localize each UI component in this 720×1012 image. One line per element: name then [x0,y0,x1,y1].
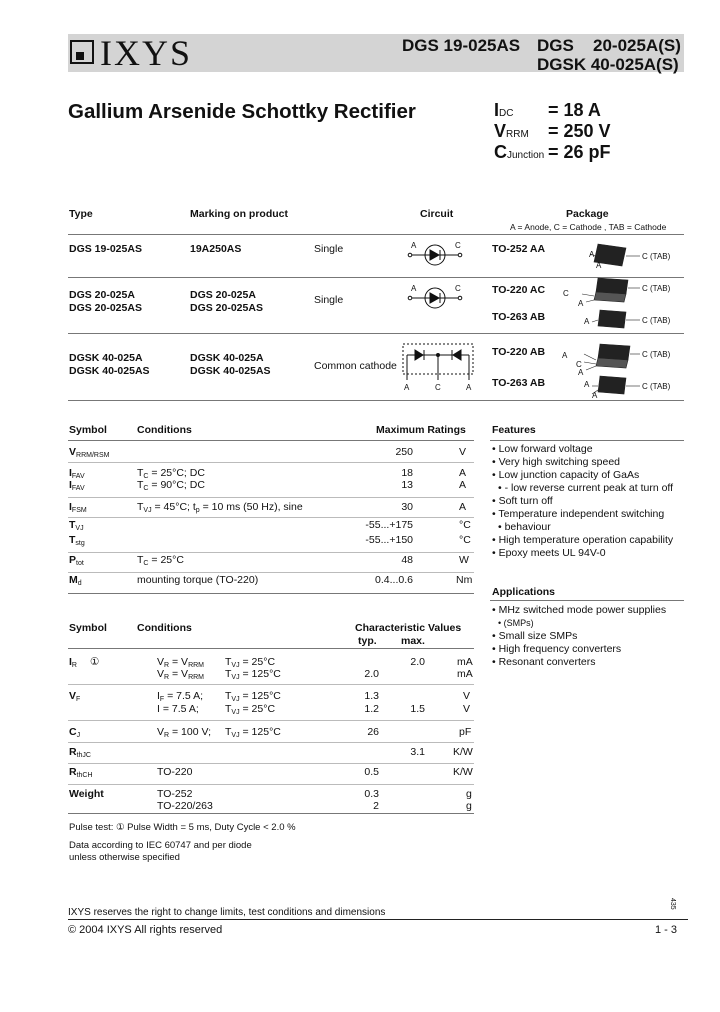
table-row: $R_{thJC}$ 3.1 K/W [69,746,473,759]
rights-note: IXYS reserves the right to change limits, test conditions and dimensions [68,907,386,918]
page-title: Gallium Arsenide Schottky Rectifier [68,100,416,123]
config-cell: Single [314,294,344,306]
table-row: Weight TO-252 0.3 g [69,788,472,800]
svg-text:C: C [576,360,582,369]
list-item: • (SMPs) [492,617,692,630]
pulse-note: Pulse test: ① Pulse Width = 5 ms, Duty Cycle < 2.0 % [69,822,296,833]
page-number: 1 - 3 [655,924,678,936]
features-title: Features [492,424,536,436]
list-item: • behaviour [492,521,692,534]
table-row: $T_{VJ}$ -55...+175 °C [69,519,471,532]
svg-text:A: A [578,368,584,377]
copyright: © 2004 IXYS All rights reserved [68,924,223,936]
package-cell: TO-263 AB [492,377,546,389]
table-row: $M_d$ mounting torque (TO-220) 0.4...0.6 Nm [69,574,473,587]
pin-label: C [455,284,461,293]
table-row: $I_{FSM}$ $T_{VJ} = 45^\circ C$; $t_p = 10$ ms (50 Hz), sine 30 A [69,501,467,514]
table-row: $I_{FAV}$ $T_C = 25^\circ C$; DC 18 A [69,467,467,480]
th-package: Package [566,208,609,220]
pin-label: C [435,383,441,392]
svg-text:A: A [592,391,598,400]
features-list [492,443,692,560]
max-ratings-table [69,446,474,590]
list-item: • MHz switched mode power supplies [492,604,692,617]
th-circuit: Circuit [420,208,454,220]
svg-text:A: A [578,299,584,308]
svg-text:C: C [563,289,569,298]
pin-label: A [411,241,417,250]
table-row: TO-220/263 2 g [157,800,472,812]
part-number-3: DGSK 40-025A(S) [537,55,679,74]
th-type: Type [69,208,93,220]
list-item: • Soft turn off [492,495,692,508]
type-cell: DGS 20-025A [69,289,135,301]
pin-label: C [455,241,461,250]
table-row: $I_R$ $V_R = V_{RRM}$ $T_{VJ} = 25^\circ C$ 2.0 mA [69,656,473,669]
package-note: A = Anode, C = Cathode , TAB = Cathode [510,222,667,232]
pin-label: A [411,284,417,293]
svg-text:A: A [584,317,590,326]
cv-th-conditions: Conditions [137,622,192,634]
cv-th-symbol: Symbol [69,622,107,634]
spec-row: IDC = 18 A [494,100,601,120]
list-item: • High temperature operation capability [492,534,692,547]
mr-th-symbol: Symbol [69,424,107,436]
pin-label: A [466,383,472,392]
list-item: • Low junction capacity of GaAs [492,469,692,482]
svg-text:A: A [562,351,568,360]
list-item: • High frequency converters [492,643,692,656]
cv-th-max: max. [401,635,425,647]
part-number-2b: 20-025A(S) [593,36,681,55]
circuit-diagrams [400,236,480,396]
table-row: $P_{tot}$ $T_C = 25^\circ C$ 48 W [69,554,469,567]
pin-label: A [404,383,410,392]
list-item: • Temperature independent switching [492,508,692,521]
list-item: • Resonant converters [492,656,692,669]
package-cell: TO-220 AC [492,284,546,296]
marking-cell: 19A250AS [190,243,242,255]
table-row: $V_F$ $I_F = 7.5$ A; $T_{VJ} = 125^\circ C$ 1.3 V [69,690,471,703]
svg-text:C (TAB): C (TAB) [642,252,671,261]
list-item: • - low reverse current peak at turn off [492,482,692,495]
table-row: $C_J$ $V_R = 100$ V; $T_{VJ} = 125^\circ C$ 26 pF [69,726,472,739]
svg-text:A: A [596,261,602,270]
type-cell: DGSK 40-025AS [69,365,150,377]
svg-text:C (TAB): C (TAB) [642,284,671,293]
cv-th-title: Characteristic Values [355,622,462,634]
svg-text:C (TAB): C (TAB) [642,316,671,325]
key-specs [494,100,694,163]
svg-text:A: A [584,380,590,389]
package-drawings [556,236,690,400]
spec-row: VRRM = 250 V [494,121,611,141]
mr-th-ratings: Maximum Ratings [376,424,466,436]
list-item: • Small size SMPs [492,630,692,643]
applications-title: Applications [492,586,556,598]
marking-cell: DGS 20-025AS [190,302,263,314]
config-cell: Single [314,243,344,255]
part-number-1: DGS 19-025AS [402,36,521,55]
svg-text:C (TAB): C (TAB) [642,382,671,391]
marking-cell: DGSK 40-025AS [190,365,271,377]
mr-th-conditions: Conditions [137,424,192,436]
table-row: $R_{thCH}$ TO-220 0.5 K/W [69,766,473,779]
svg-text:C (TAB): C (TAB) [642,350,671,359]
table-row: $V_{RRM/RSM}$ 250 V [69,446,467,459]
data-note-2: unless otherwise specified [69,852,180,863]
applications-list [492,604,692,669]
part-number-2a: DGS [537,36,574,55]
table-row: I = 7.5 A; $T_{VJ} = 25^\circ C$ 1.2 1.5 V [157,703,471,716]
marking-cell: DGSK 40-025A [190,352,264,364]
footnote-marker: ① [90,656,100,668]
type-cell: DGS 20-025AS [69,302,142,314]
logo-text: IXYS [100,33,193,73]
package-cell: TO-220 AB [492,346,546,358]
list-item: • Epoxy meets UL 94V-0 [492,547,692,560]
ixys-logo-icon [70,40,94,64]
list-item: • Low forward voltage [492,443,692,456]
marking-cell: DGS 20-025A [190,289,256,301]
spec-row: CJunction = 26 pF [494,142,611,162]
th-marking: Marking on product [190,208,288,220]
char-values-table [69,656,474,812]
cv-th-typ: typ. [358,635,377,647]
package-cell: TO-252 AA [492,243,546,255]
type-cell: DGS 19-025AS [69,243,142,255]
doc-code: 435 [669,898,676,910]
list-item: • Very high switching speed [492,456,692,469]
config-cell: Common cathode [314,360,397,372]
table-row: $I_{FAV}$ $T_C = 90^\circ C$; DC 13 A [69,479,467,492]
package-cell: TO-263 AB [492,311,546,323]
data-note-1: Data according to IEC 60747 and per diode [69,840,252,851]
type-cell: DGSK 40-025A [69,352,143,364]
table-row: $V_R = V_{RRM}$ $T_{VJ} = 125^\circ C$ 2.0 mA [157,668,473,681]
svg-text:A: A [589,250,595,259]
table-row: $T_{stg}$ -55...+150 °C [69,534,471,547]
